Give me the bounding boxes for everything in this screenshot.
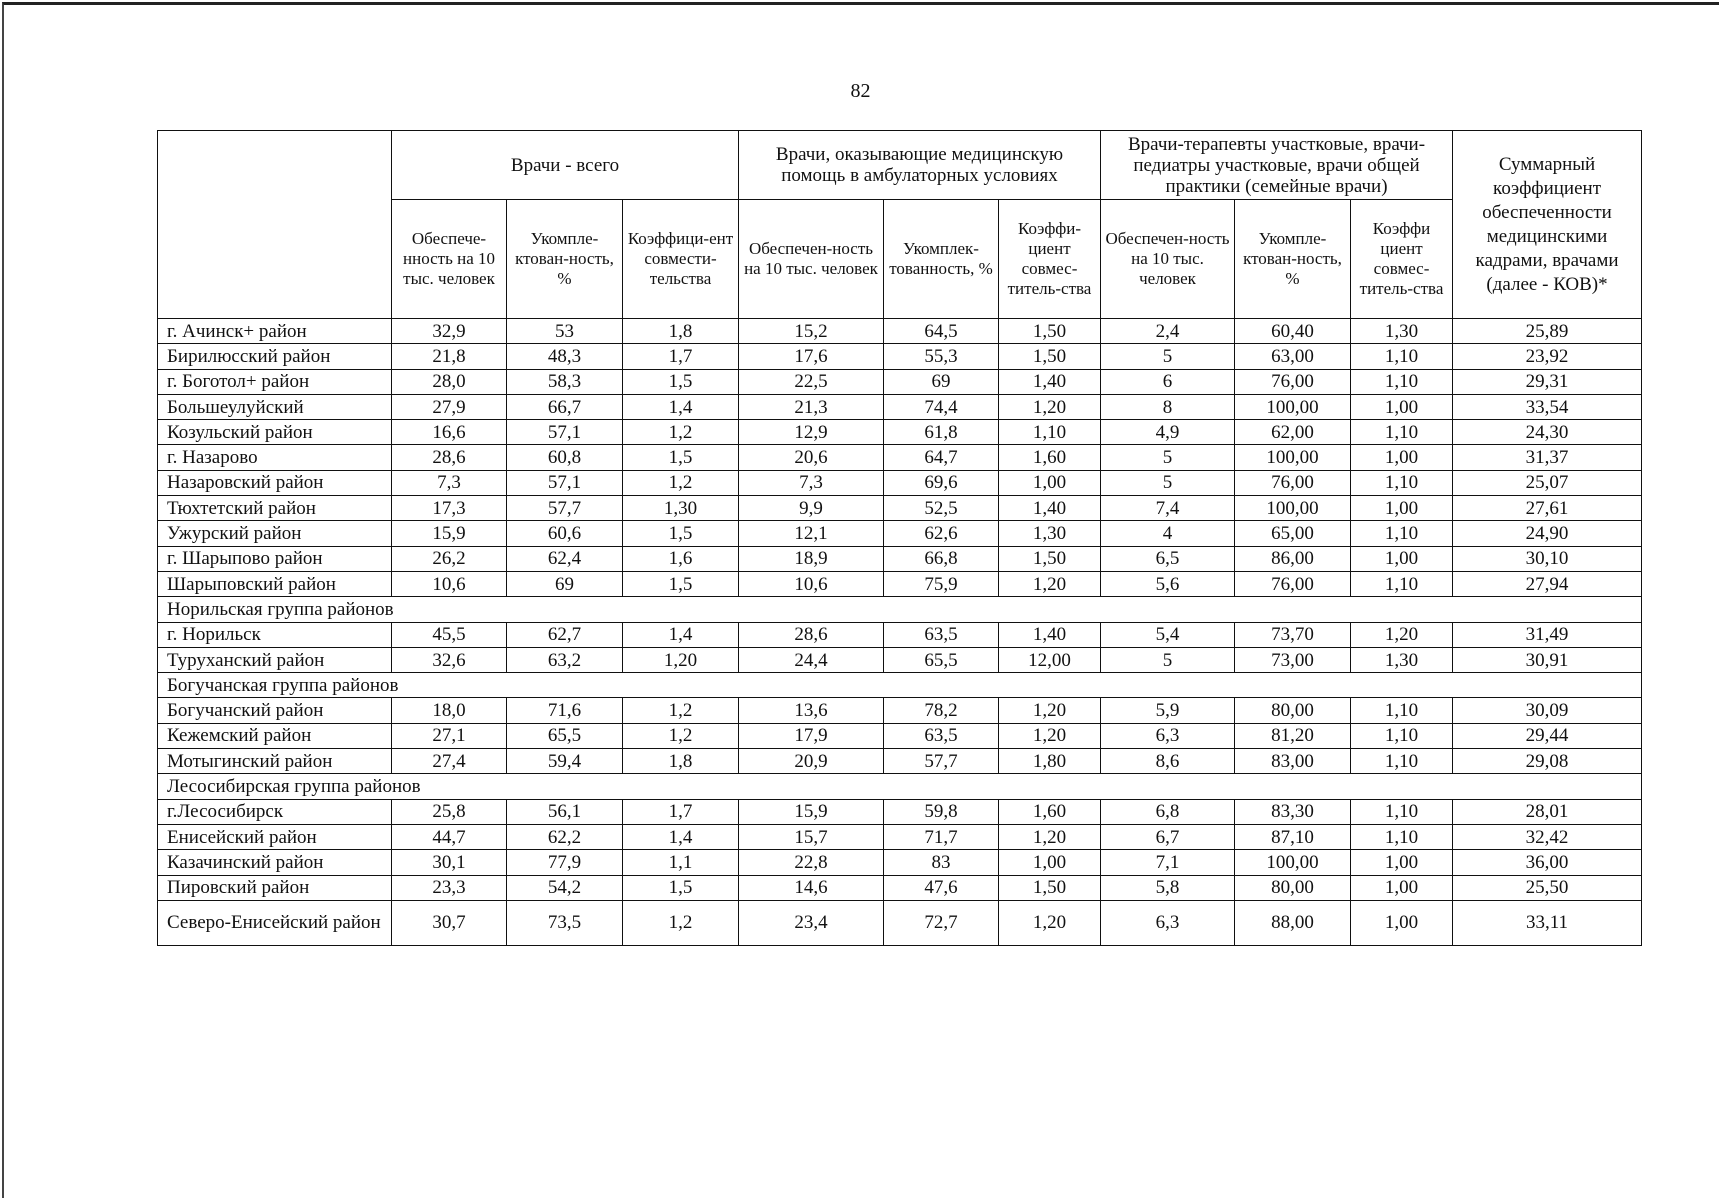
value-cell: 57,1 xyxy=(507,470,623,495)
district-name-cell: Богучанский район xyxy=(158,698,392,723)
value-cell: 52,5 xyxy=(884,496,999,521)
value-cell: 80,00 xyxy=(1235,698,1351,723)
value-cell: 1,30 xyxy=(999,521,1101,546)
value-cell: 73,5 xyxy=(507,900,623,945)
table-row xyxy=(158,496,1642,521)
value-cell: 1,5 xyxy=(623,875,739,900)
value-cell: 55,3 xyxy=(884,344,999,369)
table-header xyxy=(158,131,1642,319)
value-cell: 66,8 xyxy=(884,546,999,571)
value-cell: 1,40 xyxy=(999,496,1101,521)
value-cell: 1,10 xyxy=(1351,749,1453,774)
staffing-table xyxy=(157,130,1642,946)
value-cell: 29,31 xyxy=(1453,369,1642,394)
header-b-staffing: Укомплек-тованность, % xyxy=(884,200,999,319)
value-cell: 71,6 xyxy=(507,698,623,723)
value-cell: 27,61 xyxy=(1453,496,1642,521)
district-name-cell: Туруханский район xyxy=(158,647,392,672)
value-cell: 78,2 xyxy=(884,698,999,723)
table-row xyxy=(158,394,1642,419)
value-cell: 1,5 xyxy=(623,445,739,470)
value-cell: 17,6 xyxy=(739,344,884,369)
value-cell: 1,10 xyxy=(999,420,1101,445)
value-cell: 5 xyxy=(1101,470,1235,495)
header-a-coefficient: Коэффици-ент совмести-тельства xyxy=(623,200,739,319)
group-header-label: Норильская группа районов xyxy=(158,597,1642,622)
value-cell: 28,6 xyxy=(392,445,507,470)
value-cell: 33,11 xyxy=(1453,900,1642,945)
table-row xyxy=(158,470,1642,495)
value-cell: 6,5 xyxy=(1101,546,1235,571)
value-cell: 6,3 xyxy=(1101,900,1235,945)
value-cell: 62,7 xyxy=(507,622,623,647)
value-cell: 1,8 xyxy=(623,319,739,344)
value-cell: 63,5 xyxy=(884,723,999,748)
value-cell: 64,5 xyxy=(884,319,999,344)
value-cell: 1,20 xyxy=(999,571,1101,596)
value-cell: 76,00 xyxy=(1235,470,1351,495)
table-row xyxy=(158,344,1642,369)
value-cell: 73,00 xyxy=(1235,647,1351,672)
value-cell: 57,7 xyxy=(884,749,999,774)
value-cell: 5,8 xyxy=(1101,875,1235,900)
value-cell: 5 xyxy=(1101,647,1235,672)
district-name-cell: Енисейский район xyxy=(158,824,392,849)
value-cell: 1,30 xyxy=(623,496,739,521)
value-cell: 1,8 xyxy=(623,749,739,774)
value-cell: 12,1 xyxy=(739,521,884,546)
value-cell: 69 xyxy=(507,571,623,596)
value-cell: 1,20 xyxy=(999,723,1101,748)
group-header-label: Богучанская группа районов xyxy=(158,673,1642,698)
value-cell: 1,10 xyxy=(1351,521,1453,546)
value-cell: 1,20 xyxy=(999,698,1101,723)
value-cell: 63,5 xyxy=(884,622,999,647)
header-group-outpatient: Врачи, оказывающие медицинскую помощь в амбулаторных условиях xyxy=(739,131,1101,200)
value-cell: 1,50 xyxy=(999,546,1101,571)
value-cell: 1,5 xyxy=(623,571,739,596)
value-cell: 23,92 xyxy=(1453,344,1642,369)
value-cell: 15,2 xyxy=(739,319,884,344)
value-cell: 5 xyxy=(1101,445,1235,470)
value-cell: 71,7 xyxy=(884,824,999,849)
staffing-table-wrapper xyxy=(157,130,1641,946)
value-cell: 63,00 xyxy=(1235,344,1351,369)
value-cell: 10,6 xyxy=(392,571,507,596)
value-cell: 27,94 xyxy=(1453,571,1642,596)
value-cell: 1,00 xyxy=(999,470,1101,495)
value-cell: 1,2 xyxy=(623,723,739,748)
value-cell: 54,2 xyxy=(507,875,623,900)
value-cell: 5,9 xyxy=(1101,698,1235,723)
value-cell: 56,1 xyxy=(507,799,623,824)
district-name-cell: Тюхтетский район xyxy=(158,496,392,521)
value-cell: 18,9 xyxy=(739,546,884,571)
value-cell: 6,3 xyxy=(1101,723,1235,748)
value-cell: 45,5 xyxy=(392,622,507,647)
value-cell: 1,2 xyxy=(623,900,739,945)
value-cell: 15,9 xyxy=(739,799,884,824)
value-cell: 66,7 xyxy=(507,394,623,419)
value-cell: 65,00 xyxy=(1235,521,1351,546)
value-cell: 24,4 xyxy=(739,647,884,672)
value-cell: 1,10 xyxy=(1351,799,1453,824)
district-name-cell: Ужурский район xyxy=(158,521,392,546)
district-name-cell: Кежемский район xyxy=(158,723,392,748)
table-row xyxy=(158,698,1642,723)
header-group-all-doctors: Врачи - всего xyxy=(392,131,739,200)
value-cell: 1,20 xyxy=(999,824,1101,849)
value-cell: 83,30 xyxy=(1235,799,1351,824)
value-cell: 7,3 xyxy=(739,470,884,495)
value-cell: 13,6 xyxy=(739,698,884,723)
district-name-cell: г. Шарыпово район xyxy=(158,546,392,571)
value-cell: 59,8 xyxy=(884,799,999,824)
value-cell: 16,6 xyxy=(392,420,507,445)
value-cell: 33,54 xyxy=(1453,394,1642,419)
value-cell: 57,1 xyxy=(507,420,623,445)
value-cell: 1,10 xyxy=(1351,420,1453,445)
value-cell: 1,10 xyxy=(1351,698,1453,723)
value-cell: 44,7 xyxy=(392,824,507,849)
value-cell: 24,90 xyxy=(1453,521,1642,546)
value-cell: 32,9 xyxy=(392,319,507,344)
value-cell: 30,1 xyxy=(392,850,507,875)
value-cell: 60,40 xyxy=(1235,319,1351,344)
district-name-cell: Назаровский район xyxy=(158,470,392,495)
value-cell: 26,2 xyxy=(392,546,507,571)
district-name-cell: г. Ачинск+ район xyxy=(158,319,392,344)
value-cell: 65,5 xyxy=(507,723,623,748)
value-cell: 88,00 xyxy=(1235,900,1351,945)
value-cell: 1,10 xyxy=(1351,571,1453,596)
value-cell: 1,80 xyxy=(999,749,1101,774)
value-cell: 27,1 xyxy=(392,723,507,748)
value-cell: 1,60 xyxy=(999,799,1101,824)
value-cell: 1,10 xyxy=(1351,824,1453,849)
value-cell: 61,8 xyxy=(884,420,999,445)
value-cell: 29,08 xyxy=(1453,749,1642,774)
value-cell: 4 xyxy=(1101,521,1235,546)
value-cell: 53 xyxy=(507,319,623,344)
value-cell: 1,10 xyxy=(1351,723,1453,748)
value-cell: 20,9 xyxy=(739,749,884,774)
value-cell: 77,9 xyxy=(507,850,623,875)
value-cell: 1,50 xyxy=(999,875,1101,900)
district-name-cell: г. Боготол+ район xyxy=(158,369,392,394)
value-cell: 30,91 xyxy=(1453,647,1642,672)
value-cell: 75,9 xyxy=(884,571,999,596)
value-cell: 100,00 xyxy=(1235,394,1351,419)
value-cell: 12,00 xyxy=(999,647,1101,672)
district-name-cell: Шарыповский район xyxy=(158,571,392,596)
value-cell: 1,00 xyxy=(1351,546,1453,571)
value-cell: 1,00 xyxy=(1351,445,1453,470)
value-cell: 1,7 xyxy=(623,344,739,369)
table-row xyxy=(158,850,1642,875)
value-cell: 24,30 xyxy=(1453,420,1642,445)
group-header-row xyxy=(158,673,1642,698)
value-cell: 1,6 xyxy=(623,546,739,571)
district-name-cell: г. Норильск xyxy=(158,622,392,647)
value-cell: 1,1 xyxy=(623,850,739,875)
table-row xyxy=(158,546,1642,571)
table-row xyxy=(158,799,1642,824)
value-cell: 1,10 xyxy=(1351,344,1453,369)
table-row xyxy=(158,824,1642,849)
table-row xyxy=(158,420,1642,445)
value-cell: 1,00 xyxy=(1351,875,1453,900)
value-cell: 36,00 xyxy=(1453,850,1642,875)
header-kov: Суммарный коэффициент обеспеченности медицинскими кадрами, врачами (далее - КОВ)* xyxy=(1453,131,1642,319)
group-header-label: Лесосибирская группа районов xyxy=(158,774,1642,799)
group-header-row xyxy=(158,774,1642,799)
value-cell: 8 xyxy=(1101,394,1235,419)
value-cell: 62,4 xyxy=(507,546,623,571)
table-row xyxy=(158,875,1642,900)
value-cell: 1,4 xyxy=(623,824,739,849)
value-cell: 28,6 xyxy=(739,622,884,647)
value-cell: 10,6 xyxy=(739,571,884,596)
value-cell: 100,00 xyxy=(1235,850,1351,875)
value-cell: 1,5 xyxy=(623,521,739,546)
value-cell: 25,8 xyxy=(392,799,507,824)
value-cell: 17,9 xyxy=(739,723,884,748)
value-cell: 87,10 xyxy=(1235,824,1351,849)
table-row xyxy=(158,445,1642,470)
value-cell: 8,6 xyxy=(1101,749,1235,774)
value-cell: 86,00 xyxy=(1235,546,1351,571)
header-c-coefficient: Коэффи циент совмес-титель-ства xyxy=(1351,200,1453,319)
district-name-cell: Казачинский район xyxy=(158,850,392,875)
header-a-staffing: Укомпле-ктован-ность, % xyxy=(507,200,623,319)
value-cell: 1,00 xyxy=(1351,496,1453,521)
table-row xyxy=(158,319,1642,344)
value-cell: 1,20 xyxy=(623,647,739,672)
value-cell: 62,00 xyxy=(1235,420,1351,445)
table-row xyxy=(158,369,1642,394)
header-group-district-physicians: Врачи-терапевты участковые, врачи-педиатры участковые, врачи общей практики (семейные врачи) xyxy=(1101,131,1453,200)
value-cell: 1,00 xyxy=(1351,394,1453,419)
value-cell: 6 xyxy=(1101,369,1235,394)
value-cell: 1,2 xyxy=(623,470,739,495)
value-cell: 74,4 xyxy=(884,394,999,419)
value-cell: 1,00 xyxy=(999,850,1101,875)
table-row xyxy=(158,723,1642,748)
value-cell: 12,9 xyxy=(739,420,884,445)
value-cell: 9,9 xyxy=(739,496,884,521)
value-cell: 72,7 xyxy=(884,900,999,945)
value-cell: 65,5 xyxy=(884,647,999,672)
value-cell: 21,3 xyxy=(739,394,884,419)
table-row xyxy=(158,749,1642,774)
table-row xyxy=(158,647,1642,672)
district-name-cell: г.Лесосибирск xyxy=(158,799,392,824)
value-cell: 30,09 xyxy=(1453,698,1642,723)
value-cell: 7,4 xyxy=(1101,496,1235,521)
value-cell: 69,6 xyxy=(884,470,999,495)
value-cell: 62,6 xyxy=(884,521,999,546)
value-cell: 63,2 xyxy=(507,647,623,672)
value-cell: 73,70 xyxy=(1235,622,1351,647)
value-cell: 7,1 xyxy=(1101,850,1235,875)
value-cell: 2,4 xyxy=(1101,319,1235,344)
value-cell: 1,2 xyxy=(623,420,739,445)
header-a-provision: Обеспече-нность на 10 тыс. человек xyxy=(392,200,507,319)
value-cell: 1,40 xyxy=(999,369,1101,394)
district-name-cell: Козульский район xyxy=(158,420,392,445)
value-cell: 5,6 xyxy=(1101,571,1235,596)
value-cell: 100,00 xyxy=(1235,496,1351,521)
table-row xyxy=(158,521,1642,546)
value-cell: 76,00 xyxy=(1235,571,1351,596)
value-cell: 1,10 xyxy=(1351,470,1453,495)
value-cell: 25,50 xyxy=(1453,875,1642,900)
value-cell: 1,4 xyxy=(623,394,739,419)
value-cell: 83,00 xyxy=(1235,749,1351,774)
value-cell: 31,49 xyxy=(1453,622,1642,647)
value-cell: 1,50 xyxy=(999,344,1101,369)
value-cell: 80,00 xyxy=(1235,875,1351,900)
value-cell: 6,7 xyxy=(1101,824,1235,849)
value-cell: 23,3 xyxy=(392,875,507,900)
value-cell: 1,20 xyxy=(999,900,1101,945)
header-b-coefficient: Коэффи-циент совмес-титель-ства xyxy=(999,200,1101,319)
value-cell: 27,9 xyxy=(392,394,507,419)
value-cell: 48,3 xyxy=(507,344,623,369)
value-cell: 7,3 xyxy=(392,470,507,495)
value-cell: 30,7 xyxy=(392,900,507,945)
district-name-cell: г. Назарово xyxy=(158,445,392,470)
header-c-staffing: Укомпле-ктован-ность, % xyxy=(1235,200,1351,319)
value-cell: 21,8 xyxy=(392,344,507,369)
value-cell: 76,00 xyxy=(1235,369,1351,394)
value-cell: 17,3 xyxy=(392,496,507,521)
group-header-row xyxy=(158,597,1642,622)
value-cell: 1,40 xyxy=(999,622,1101,647)
value-cell: 1,30 xyxy=(1351,647,1453,672)
value-cell: 25,89 xyxy=(1453,319,1642,344)
value-cell: 28,01 xyxy=(1453,799,1642,824)
value-cell: 59,4 xyxy=(507,749,623,774)
table-row xyxy=(158,571,1642,596)
value-cell: 1,4 xyxy=(623,622,739,647)
value-cell: 5 xyxy=(1101,344,1235,369)
value-cell: 1,20 xyxy=(1351,622,1453,647)
district-name-cell: Северо-Енисейский район xyxy=(158,900,392,945)
value-cell: 28,0 xyxy=(392,369,507,394)
value-cell: 100,00 xyxy=(1235,445,1351,470)
value-cell: 1,00 xyxy=(1351,850,1453,875)
table-body xyxy=(158,319,1642,946)
value-cell: 23,4 xyxy=(739,900,884,945)
district-name-cell: Бирилюсский район xyxy=(158,344,392,369)
value-cell: 1,2 xyxy=(623,698,739,723)
value-cell: 1,10 xyxy=(1351,369,1453,394)
value-cell: 15,9 xyxy=(392,521,507,546)
value-cell: 47,6 xyxy=(884,875,999,900)
header-district-name xyxy=(158,131,392,319)
district-name-cell: Большеулуйский xyxy=(158,394,392,419)
value-cell: 60,8 xyxy=(507,445,623,470)
district-name-cell: Пировский район xyxy=(158,875,392,900)
table-row xyxy=(158,622,1642,647)
page-number: 82 xyxy=(850,80,871,102)
value-cell: 60,6 xyxy=(507,521,623,546)
value-cell: 1,60 xyxy=(999,445,1101,470)
value-cell: 20,6 xyxy=(739,445,884,470)
value-cell: 25,07 xyxy=(1453,470,1642,495)
district-name-cell: Мотыгинский район xyxy=(158,749,392,774)
value-cell: 30,10 xyxy=(1453,546,1642,571)
value-cell: 31,37 xyxy=(1453,445,1642,470)
value-cell: 5,4 xyxy=(1101,622,1235,647)
value-cell: 22,5 xyxy=(739,369,884,394)
value-cell: 64,7 xyxy=(884,445,999,470)
value-cell: 6,8 xyxy=(1101,799,1235,824)
value-cell: 58,3 xyxy=(507,369,623,394)
value-cell: 32,42 xyxy=(1453,824,1642,849)
value-cell: 69 xyxy=(884,369,999,394)
value-cell: 1,50 xyxy=(999,319,1101,344)
value-cell: 4,9 xyxy=(1101,420,1235,445)
header-b-provision: Обеспечен-ность на 10 тыс. человек xyxy=(739,200,884,319)
table-row xyxy=(158,900,1642,945)
value-cell: 1,00 xyxy=(1351,900,1453,945)
value-cell: 14,6 xyxy=(739,875,884,900)
value-cell: 83 xyxy=(884,850,999,875)
value-cell: 1,30 xyxy=(1351,319,1453,344)
header-c-provision: Обеспечен-ность на 10 тыс. человек xyxy=(1101,200,1235,319)
value-cell: 1,20 xyxy=(999,394,1101,419)
value-cell: 32,6 xyxy=(392,647,507,672)
value-cell: 18,0 xyxy=(392,698,507,723)
value-cell: 27,4 xyxy=(392,749,507,774)
value-cell: 15,7 xyxy=(739,824,884,849)
value-cell: 62,2 xyxy=(507,824,623,849)
value-cell: 29,44 xyxy=(1453,723,1642,748)
value-cell: 81,20 xyxy=(1235,723,1351,748)
value-cell: 1,7 xyxy=(623,799,739,824)
value-cell: 22,8 xyxy=(739,850,884,875)
value-cell: 1,5 xyxy=(623,369,739,394)
value-cell: 57,7 xyxy=(507,496,623,521)
